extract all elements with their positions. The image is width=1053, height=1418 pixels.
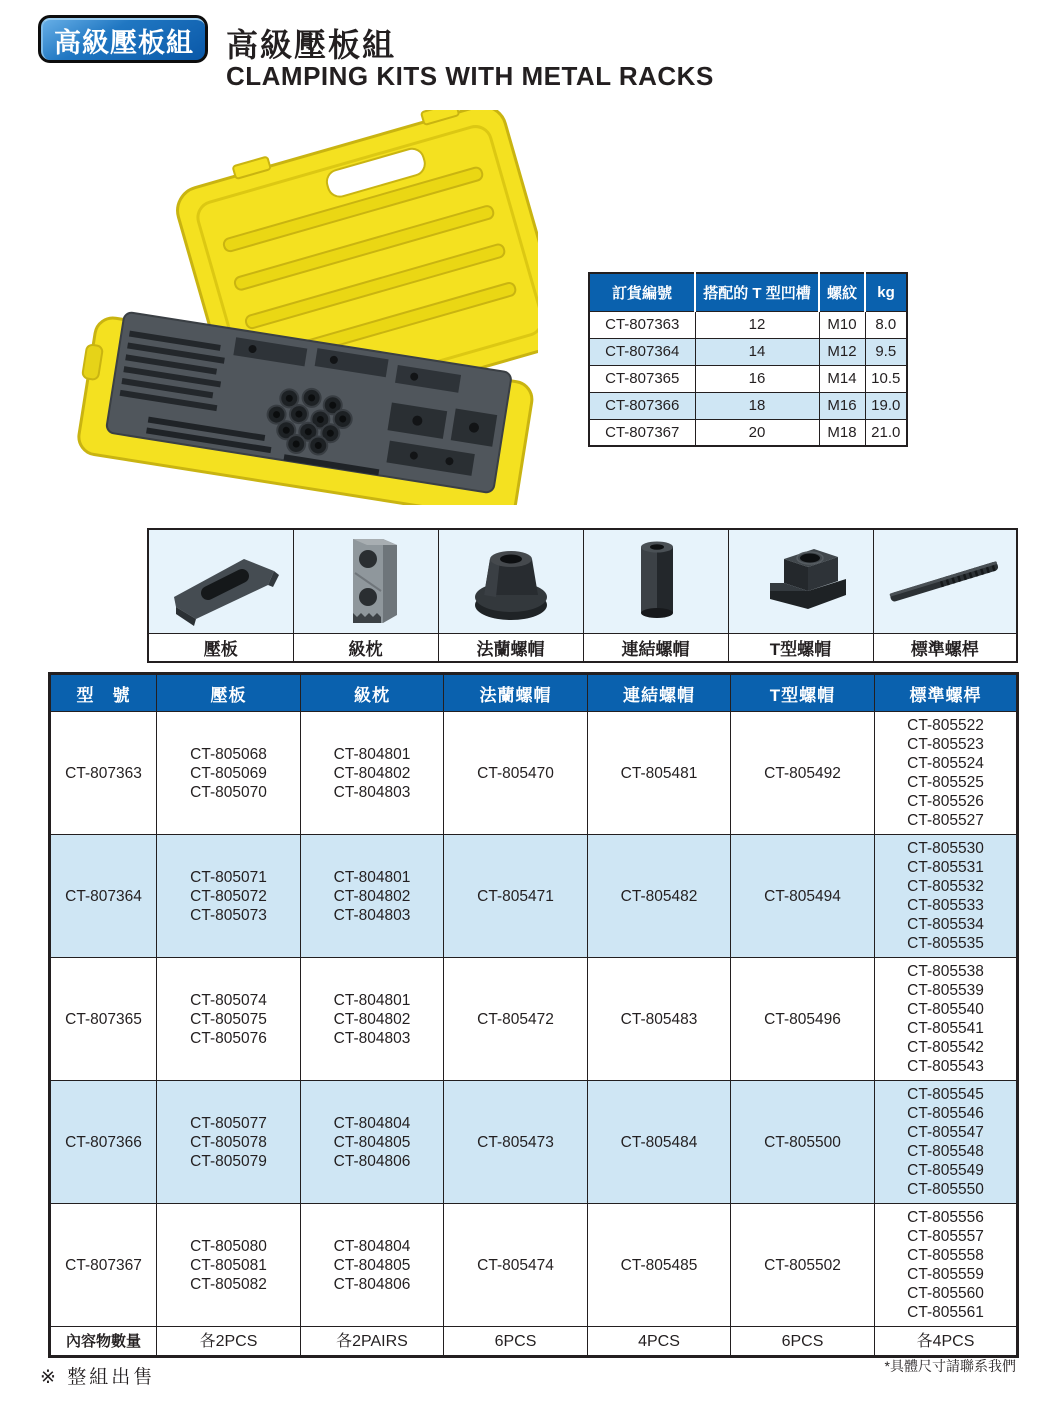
coupling-nut-part-cell: CT-805481 xyxy=(588,712,731,835)
photo-label-row xyxy=(148,633,1017,662)
part-photo-label: 壓板 xyxy=(148,633,293,662)
part-photo-cell xyxy=(293,529,438,633)
spec-cell: M18 xyxy=(819,419,865,446)
step-block-parts-cell: CT-804804 CT-804805 CT-804806 xyxy=(301,1204,444,1327)
model-cell: CT-807364 xyxy=(50,835,157,958)
clamp-plate-parts-cell: CT-805068 CT-805069 CT-805070 xyxy=(157,712,301,835)
stud-parts-cell: CT-805530 CT-805531 CT-805532 CT-805533 CT-805534 CT-805535 xyxy=(875,835,1018,958)
stud-parts-cell: CT-805538 CT-805539 CT-805540 CT-805541 CT-805542 CT-805543 xyxy=(875,958,1018,1081)
spec-row xyxy=(589,419,907,446)
step-block-parts-cell: CT-804801 CT-804802 CT-804803 xyxy=(301,958,444,1081)
quantity-value: 各2PAIRS xyxy=(301,1327,444,1357)
clamp-plate-icon xyxy=(156,533,286,629)
spec-row xyxy=(589,338,907,365)
part-photo-label: 連結螺帽 xyxy=(583,633,728,662)
case-illustration-icon xyxy=(58,110,538,505)
quantity-value: 4PCS xyxy=(588,1327,731,1357)
spec-cell: 21.0 xyxy=(865,419,907,446)
flange-nut-icon xyxy=(446,533,576,629)
spec-cell: 19.0 xyxy=(865,392,907,419)
quantity-label: 內容物數量 xyxy=(50,1327,157,1357)
parts-header-clamp-plate: 壓板 xyxy=(157,674,301,712)
parts-header-t-nut: T型螺帽 xyxy=(731,674,875,712)
part-photo-label: T型螺帽 xyxy=(728,633,873,662)
step-block-parts-cell: CT-804804 CT-804805 CT-804806 xyxy=(301,1081,444,1204)
spec-cell: M10 xyxy=(819,311,865,338)
t-nut-part-cell: CT-805494 xyxy=(731,835,875,958)
spec-header-row xyxy=(589,273,907,311)
model-cell: CT-807365 xyxy=(50,958,157,1081)
t-nut-part-cell: CT-805496 xyxy=(731,958,875,1081)
parts-header-coupling-nut: 連結螺帽 xyxy=(588,674,731,712)
model-cell: CT-807363 xyxy=(50,712,157,835)
spec-row xyxy=(589,392,907,419)
model-cell: CT-807366 xyxy=(50,1081,157,1204)
spec-row xyxy=(589,311,907,338)
step-block-parts-cell: CT-804801 CT-804802 CT-804803 xyxy=(301,712,444,835)
quantity-row xyxy=(50,1327,1018,1357)
photo-row xyxy=(148,529,1017,633)
parts-table-header-row xyxy=(50,674,1018,712)
part-photo-cell xyxy=(728,529,873,633)
spec-cell: CT-807367 xyxy=(589,419,695,446)
part-photo-cell xyxy=(873,529,1017,633)
spec-cell: CT-807366 xyxy=(589,392,695,419)
spec-cell: 20 xyxy=(695,419,819,446)
quantity-value: 6PCS xyxy=(444,1327,588,1357)
part-photo-label: 級枕 xyxy=(293,633,438,662)
clamping-kit-case-image xyxy=(58,110,538,510)
spec-cell: 18 xyxy=(695,392,819,419)
flange-nut-part-cell: CT-805474 xyxy=(444,1204,588,1327)
part-photo-label: 標準螺桿 xyxy=(873,633,1017,662)
spec-cell: 10.5 xyxy=(865,365,907,392)
part-photo-label: 法蘭螺帽 xyxy=(438,633,583,662)
parts-header-step-block: 級枕 xyxy=(301,674,444,712)
parts-table-row xyxy=(50,1081,1018,1204)
stud-parts-cell: CT-805545 CT-805546 CT-805547 CT-805548 CT-805549 CT-805550 xyxy=(875,1081,1018,1204)
spec-cell: CT-807363 xyxy=(589,311,695,338)
stud-icon xyxy=(880,533,1010,629)
spec-cell: CT-807365 xyxy=(589,365,695,392)
t-nut-part-cell: CT-805502 xyxy=(731,1204,875,1327)
coupling-nut-part-cell: CT-805482 xyxy=(588,835,731,958)
parts-header-stud: 標準螺桿 xyxy=(875,674,1018,712)
parts-table-row xyxy=(50,958,1018,1081)
t-nut-icon xyxy=(736,533,866,629)
flange-nut-part-cell: CT-805473 xyxy=(444,1081,588,1204)
spec-header-order-no: 訂貨編號 xyxy=(589,273,695,311)
model-cell: CT-807367 xyxy=(50,1204,157,1327)
spec-header-kg: kg xyxy=(865,273,907,311)
step-block-icon xyxy=(301,533,431,629)
clamp-plate-parts-cell: CT-805074 CT-805075 CT-805076 xyxy=(157,958,301,1081)
category-badge-label: 高級壓板組 xyxy=(41,18,205,60)
coupling-nut-part-cell: CT-805485 xyxy=(588,1204,731,1327)
part-photo-cell xyxy=(583,529,728,633)
quantity-value: 各4PCS xyxy=(875,1327,1018,1357)
spec-cell: 12 xyxy=(695,311,819,338)
page-title: 高級壓板組 xyxy=(226,27,397,63)
spec-cell: 14 xyxy=(695,338,819,365)
spec-cell: M14 xyxy=(819,365,865,392)
stud-parts-cell: CT-805522 CT-805523 CT-805524 CT-805525 CT-805526 CT-805527 xyxy=(875,712,1018,835)
flange-nut-part-cell: CT-805471 xyxy=(444,835,588,958)
spec-cell: 8.0 xyxy=(865,311,907,338)
step-block-parts-cell: CT-804801 CT-804802 CT-804803 xyxy=(301,835,444,958)
t-nut-part-cell: CT-805500 xyxy=(731,1081,875,1204)
flange-nut-part-cell: CT-805470 xyxy=(444,712,588,835)
parts-header-flange-nut: 法蘭螺帽 xyxy=(444,674,588,712)
quantity-value: 各2PCS xyxy=(157,1327,301,1357)
clamp-plate-parts-cell: CT-805077 CT-805078 CT-805079 xyxy=(157,1081,301,1204)
spec-cell: 9.5 xyxy=(865,338,907,365)
part-photo-cell xyxy=(438,529,583,633)
stud-parts-cell: CT-805556 CT-805557 CT-805558 CT-805559 CT-805560 CT-805561 xyxy=(875,1204,1018,1327)
quantity-value: 6PCS xyxy=(731,1327,875,1357)
parts-table xyxy=(48,672,1019,1358)
t-nut-part-cell: CT-805492 xyxy=(731,712,875,835)
footnote-sold-as-set: ※ 整組出售 xyxy=(40,1367,156,1388)
parts-table-row xyxy=(50,712,1018,835)
parts-table-row xyxy=(50,835,1018,958)
spec-header-thread: 螺紋 xyxy=(819,273,865,311)
page-subtitle: CLAMPING KITS WITH METAL RACKS xyxy=(226,61,714,91)
part-photo-strip xyxy=(147,528,1018,663)
clamp-plate-parts-cell: CT-805080 CT-805081 CT-805082 xyxy=(157,1204,301,1327)
parts-header-model: 型 號 xyxy=(50,674,157,712)
coupling-nut-icon xyxy=(591,533,721,629)
parts-table-row xyxy=(50,1204,1018,1327)
spec-cell: CT-807364 xyxy=(589,338,695,365)
spec-cell: M12 xyxy=(819,338,865,365)
spec-cell: 16 xyxy=(695,365,819,392)
spec-table xyxy=(588,272,908,447)
coupling-nut-part-cell: CT-805483 xyxy=(588,958,731,1081)
part-photo-cell xyxy=(148,529,293,633)
clamp-plate-parts-cell: CT-805071 CT-805072 CT-805073 xyxy=(157,835,301,958)
spec-row xyxy=(589,365,907,392)
flange-nut-part-cell: CT-805472 xyxy=(444,958,588,1081)
spec-header-t-slot: 搭配的 T 型凹槽 xyxy=(695,273,819,311)
category-badge xyxy=(38,15,208,63)
coupling-nut-part-cell: CT-805484 xyxy=(588,1081,731,1204)
footnote-contact-for-dimensions: *具體尺寸請聯系我們 xyxy=(884,1358,1016,1374)
spec-cell: M16 xyxy=(819,392,865,419)
